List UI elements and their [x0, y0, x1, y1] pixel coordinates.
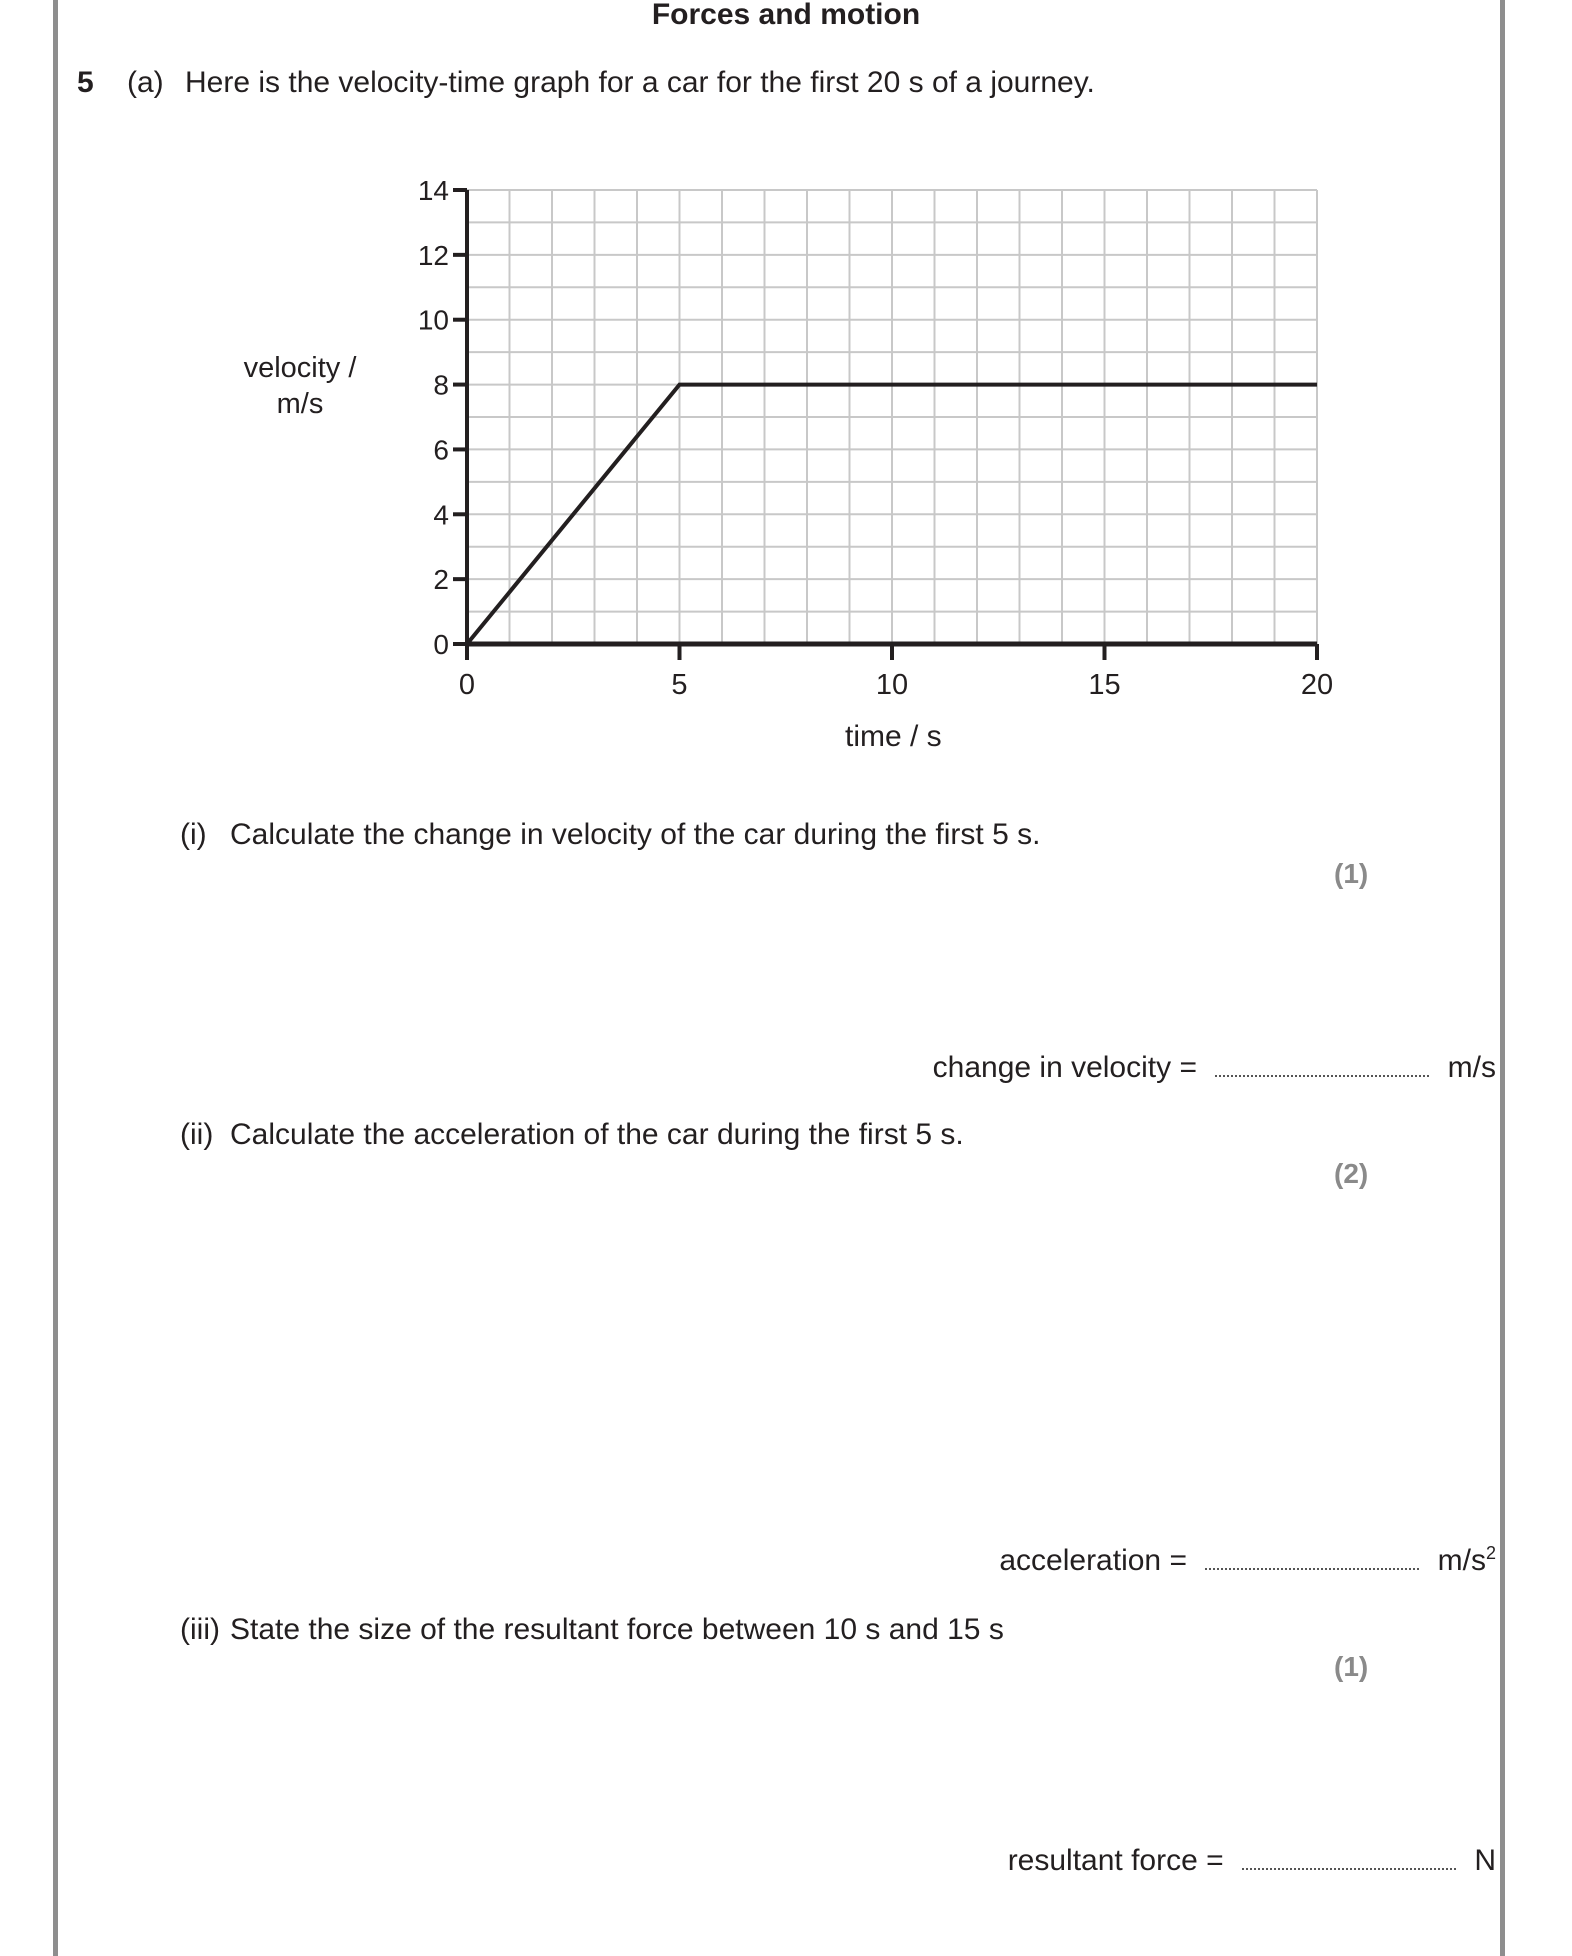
y-tick-label: 0	[433, 629, 449, 660]
x-tick-label: 15	[1088, 669, 1121, 701]
x-tick-label: 0	[458, 669, 476, 701]
velocity-time-chart	[0, 0, 1572, 780]
x-axis-label: time / s	[845, 720, 942, 753]
section-title: Forces and motion	[651, 0, 921, 31]
question-text: Here is the velocity-time graph for a car for the first 20 s of a journey.	[185, 66, 1095, 99]
x-tick-label: 5	[671, 669, 688, 701]
answer-input-acceleration[interactable]	[1205, 1560, 1419, 1570]
y-tick-label: 2	[433, 564, 449, 596]
y-tick-label: 6	[433, 434, 449, 466]
answer-line-change-in-velocity	[933, 1051, 1496, 1085]
answer-unit: N	[1474, 1844, 1496, 1877]
answer-unit: m/s	[1447, 1051, 1496, 1084]
subquestion-1-text: Calculate the change in velocity of the car during the first 5 s.	[230, 818, 1041, 851]
subquestion-1-marks: (1)	[1334, 858, 1369, 889]
subquestion-3-text: State the size of the resultant force between 10 s and 15 s	[230, 1613, 1004, 1646]
x-tick-label: 10	[875, 669, 909, 701]
answer-input-change-in-velocity[interactable]	[1215, 1067, 1429, 1077]
y-tick-label: 8	[433, 369, 449, 401]
y-tick-label: 12	[417, 239, 449, 271]
answer-unit: $m/s^2$	[1437, 1543, 1496, 1577]
y-axis-label-line1: velocity /	[243, 352, 357, 384]
question-part: (a)	[127, 66, 164, 99]
y-tick-label: 10	[417, 304, 449, 336]
question-number: 5	[77, 66, 94, 99]
subquestion-2-label: (ii)	[180, 1118, 214, 1151]
subquestion-2-marks: (2)	[1334, 1158, 1369, 1189]
answer-label: acceleration =	[999, 1544, 1187, 1577]
chart-grid	[467, 190, 1317, 644]
subquestion-3-marks: (1)	[1334, 1651, 1369, 1682]
y-tick-label: 4	[433, 499, 449, 531]
x-tick-label: 20	[1300, 669, 1334, 701]
answer-label: change in velocity =	[932, 1051, 1197, 1084]
answer-line-resultant-force	[1008, 1844, 1496, 1878]
answer-input-resultant-force[interactable]	[1242, 1860, 1456, 1870]
answer-label: resultant force =	[1007, 1844, 1224, 1877]
subquestion-2-text: Calculate the acceleration of the car during the first 5 s.	[230, 1118, 964, 1151]
y-tick-label: 14	[417, 175, 449, 206]
y-axis-label-line2: m/s	[276, 388, 324, 420]
subquestion-3-label: (iii)	[180, 1613, 220, 1646]
subquestion-1-label: (i)	[180, 818, 207, 851]
answer-line-acceleration	[999, 1543, 1496, 1578]
